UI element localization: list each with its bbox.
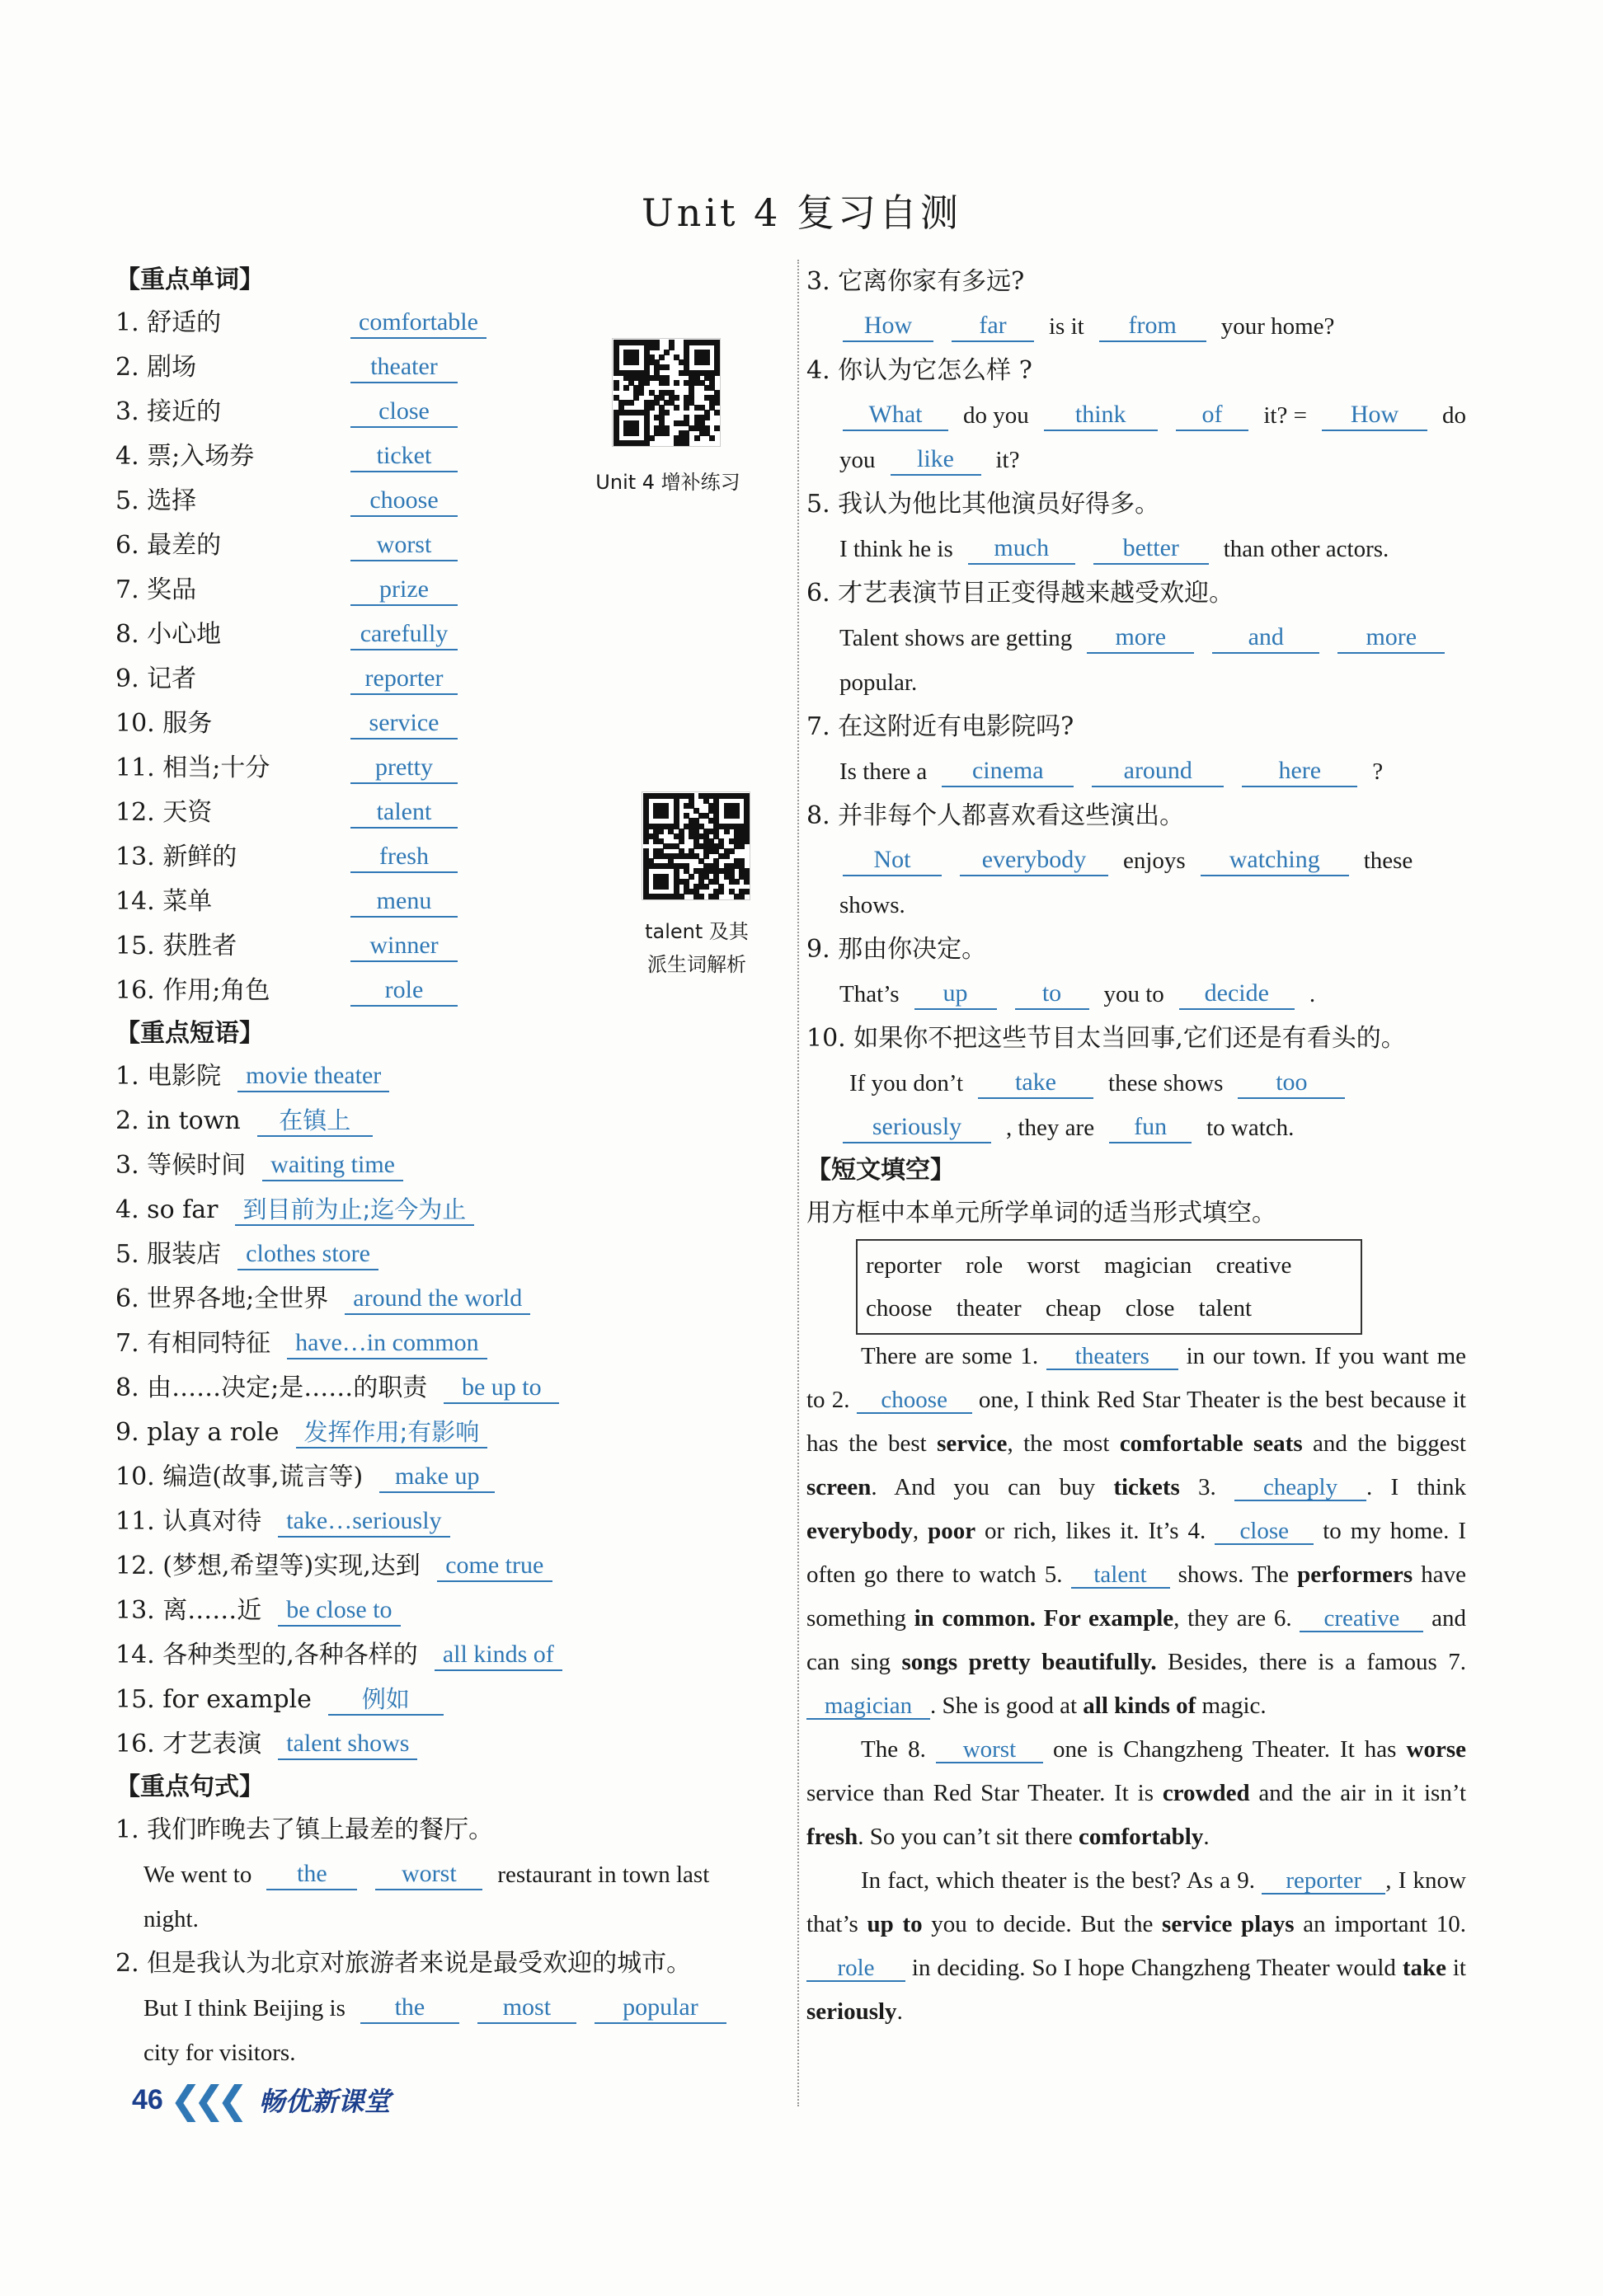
answer-blank: more — [1087, 622, 1194, 654]
word-box-line: choose theater cheap close talent — [866, 1295, 1253, 1322]
phrase-prompt: 15. for example — [115, 1685, 312, 1714]
sentence-1-en-cont — [115, 1897, 792, 1942]
phrase-prompt: 3. 等候时间 — [115, 1151, 247, 1180]
text: your home? — [1220, 313, 1335, 340]
answer-blank: close — [350, 397, 458, 428]
phrase-prompt: 8. 由……决定;是……的职责 — [115, 1373, 428, 1402]
answer-blank: watching — [1201, 845, 1349, 876]
answer-blank: reporter — [1262, 1868, 1385, 1895]
word-prompt: 1. 舒适的 — [115, 308, 222, 337]
text: enjoys — [1123, 848, 1186, 874]
answer-blank: the — [360, 1993, 459, 2024]
word-prompt: 6. 最差的 — [115, 531, 222, 560]
sentence-6-en-cont — [806, 660, 1466, 705]
answer-blank: think — [1044, 400, 1158, 431]
section-title-sentences: 【重点句式】 — [115, 1772, 264, 1801]
answer-blank: comfortable — [350, 308, 487, 339]
word-box-line: reporter role worst magician creative — [866, 1252, 1292, 1279]
qr-code-icon[interactable] — [642, 791, 750, 900]
page-number: 46 — [132, 2083, 163, 2115]
sentence-9-cn: 9. 那由你决定。 — [806, 935, 987, 964]
word-prompt: 3. 接近的 — [115, 397, 222, 426]
qr-module — [674, 380, 679, 386]
word-row — [115, 657, 792, 702]
qr-module — [613, 385, 619, 391]
qr-module — [724, 829, 730, 834]
answer-blank: popular — [595, 1993, 726, 2024]
answer-blank: fun — [1109, 1112, 1192, 1143]
answer-blank: 在镇上 — [257, 1106, 373, 1137]
word-row — [115, 613, 792, 657]
answer-blank: ticket — [350, 441, 458, 472]
sentence-8-en-cont — [806, 883, 1466, 927]
answer-blank: creative — [1300, 1606, 1423, 1632]
word-prompt: 7. 奖品 — [115, 575, 197, 604]
word-prompt: 5. 选择 — [115, 486, 197, 515]
qr-module — [644, 440, 650, 446]
phrase-row — [115, 1722, 792, 1767]
answer-blank: menu — [350, 886, 458, 918]
answer-blank: worst — [375, 1859, 482, 1890]
sentence-8-en — [806, 838, 1466, 883]
phrase-row — [115, 1455, 792, 1500]
qr-module — [649, 435, 655, 441]
answer-blank: like — [891, 444, 981, 476]
qr-module — [689, 874, 694, 880]
text: city for visitors. — [143, 2040, 296, 2066]
answer-blank: take…seriously — [278, 1506, 449, 1538]
answer-blank: How — [1322, 400, 1427, 431]
qr-module — [638, 390, 644, 396]
qr-module — [709, 435, 715, 441]
text: you to — [1103, 981, 1164, 1007]
answer-blank: worst — [936, 1737, 1043, 1763]
text: night. — [143, 1906, 199, 1932]
text: you — [839, 447, 876, 473]
sentence-10-en-cont — [806, 1106, 1466, 1150]
phrase-row — [115, 1054, 792, 1099]
answer-blank: have…in common — [287, 1328, 487, 1359]
answer-blank: cheaply — [1234, 1475, 1366, 1501]
answer-blank: take — [978, 1068, 1093, 1099]
qr-module — [703, 853, 709, 859]
sentence-2-cn: 2. 但是我认为北京对旅游者来说是最受欢迎的城市。 — [115, 1949, 692, 1978]
answer-blank: role — [806, 1956, 905, 1982]
cloze-passage: There are some 1. theaters in our town. If you want me to 2. choose one, I think Red Star Theater is the best because it has the best service, the most comfortable seats and the biggest screen. And you can buy tickets 3. cheaply . I think everybody, poor or rich, likes it. It’s 4. close to my home. I often go there to watch 5. talent shows. The performers have something in common. For example, they are 6. creative and can sing songs pretty beautifully. Besides, there is a famous 7. magician . She is good at all kinds of magic. The 8. worst one is Changzheng Theater. It has worse service than Red Star Theater. It is crowded and the air in it isn’t fresh. So you can’t sit there comfortably. In fact, which theater is the best? As a 9. reporter , I know that’s up to you to decide. But the service plays an important 10. role in deciding. So I hope Changzheng Theater would take it seriously. — [806, 1343, 1467, 2025]
answer-blank: winner — [350, 931, 458, 962]
sentence-8-cn: 8. 并非每个人都喜欢看这些演出。 — [806, 801, 1185, 830]
answer-blank: talent — [1071, 1562, 1170, 1589]
qr-module — [704, 415, 710, 420]
phrase-row — [115, 1411, 792, 1455]
qr-module — [713, 894, 719, 899]
sentence-9-en — [806, 972, 1466, 1017]
answer-blank: movie theater — [237, 1061, 389, 1092]
page-title: Unit 4 复习自测 — [641, 190, 962, 235]
brand-name: 畅优新课堂 — [258, 2086, 391, 2117]
qr-module — [664, 410, 670, 416]
qr-module — [684, 405, 689, 411]
qr-caption: Unit 4 增补练习 — [595, 471, 740, 494]
qr-module — [694, 435, 700, 441]
answer-blank: from — [1099, 311, 1206, 342]
phrase-row — [115, 1322, 792, 1366]
phrase-row — [115, 1099, 792, 1143]
qr-module — [718, 889, 724, 894]
qr-module — [674, 405, 679, 411]
text: Talent shows are getting — [839, 625, 1073, 651]
qr-module — [663, 813, 669, 819]
sentence-5-cn: 5. 我认为他比其他演员好得多。 — [806, 490, 1160, 519]
section-title-cloze: 【短文填空】 — [806, 1156, 955, 1185]
qr-module — [664, 364, 670, 370]
word-prompt: 14. 菜单 — [115, 887, 213, 916]
word-prompt: 10. 服务 — [115, 709, 213, 738]
sentence-1-en — [115, 1852, 792, 1897]
sentence-10-cn: 10. 如果你不把这些节目太当回事,它们还是有看头的。 — [806, 1024, 1406, 1053]
answer-blank: come true — [437, 1551, 552, 1582]
qr-module — [628, 400, 634, 406]
answer-blank: pretty — [350, 753, 458, 784]
sentence-3-cn: 3. 它离你家有多远? — [806, 267, 1025, 296]
qr-module — [658, 829, 664, 834]
sentence-4-en — [806, 393, 1466, 438]
answer-blank: choose — [857, 1387, 972, 1414]
sentence-5-en — [806, 527, 1466, 571]
answer-blank: much — [968, 533, 1075, 565]
phrase-row — [115, 1544, 792, 1589]
answer-blank: talent — [350, 797, 458, 829]
sentence-7-en — [806, 749, 1466, 794]
text: That’s — [839, 981, 900, 1007]
text: If you don’t — [849, 1070, 964, 1096]
phrase-prompt: 11. 认真对待 — [115, 1507, 262, 1536]
text: these — [1363, 848, 1413, 874]
phrase-row — [115, 1589, 792, 1633]
text: ? — [1372, 758, 1384, 785]
phrase-row — [115, 1500, 792, 1544]
sentence-4-cn: 4. 你认为它怎么样 ? — [806, 356, 1032, 385]
qr-module — [664, 350, 670, 355]
answer-blank: 例如 — [328, 1684, 444, 1716]
phrase-prompt: 1. 电影院 — [115, 1062, 222, 1091]
word-row — [115, 702, 792, 746]
sentence-6-cn: 6. 才艺表演节目正变得越来越受欢迎。 — [806, 579, 1234, 608]
answer-blank: decide — [1179, 979, 1295, 1010]
answer-blank: all kinds of — [435, 1640, 562, 1671]
qr-module — [659, 354, 665, 360]
answer-blank: around — [1092, 756, 1224, 787]
text: Is there a — [839, 758, 928, 785]
qr-module — [703, 884, 709, 890]
qr-module — [654, 345, 660, 350]
answer-blank: How — [843, 311, 933, 342]
phrase-prompt: 9. play a role — [115, 1418, 280, 1447]
text: do — [1442, 402, 1466, 429]
qr-module — [704, 359, 710, 365]
text: We went to — [143, 1862, 252, 1888]
qr-module — [674, 395, 679, 401]
text: . — [1309, 981, 1316, 1007]
text: than other actors. — [1223, 536, 1389, 562]
answer-blank: far — [952, 311, 1034, 342]
word-row — [115, 568, 792, 613]
qr-module — [744, 879, 750, 885]
answer-blank: be close to — [278, 1595, 400, 1627]
word-box — [856, 1239, 1362, 1335]
answer-blank: most — [477, 1993, 576, 2024]
qr-module — [643, 838, 649, 844]
sentence-10-en — [806, 1061, 1466, 1106]
answer-blank: and — [1212, 622, 1319, 654]
answer-blank: clothes store — [237, 1239, 378, 1270]
text: But I think Beijing is — [143, 1995, 346, 2021]
qr-module — [644, 380, 650, 386]
word-prompt: 12. 天资 — [115, 798, 213, 827]
phrase-row — [115, 1143, 792, 1188]
qr-module — [714, 425, 720, 431]
qr-module — [623, 385, 629, 391]
qr-module — [744, 838, 750, 844]
cloze-instruction: 用方框中本单元所学单词的适当形式填空。 — [806, 1199, 1276, 1228]
qr-module — [663, 884, 669, 890]
text: these shows — [1108, 1070, 1224, 1096]
phrase-row — [115, 1678, 792, 1722]
text: popular. — [839, 669, 918, 696]
section-title-phrases: 【重点短语】 — [115, 1019, 264, 1048]
phrase-prompt: 10. 编造(故事,谎言等) — [115, 1463, 364, 1491]
text: I think he is — [839, 536, 953, 562]
answer-blank: theater — [350, 352, 458, 383]
qr-module — [669, 345, 675, 350]
qr-module — [739, 843, 745, 849]
qr-module — [679, 838, 684, 844]
qr-module — [724, 853, 730, 859]
text: is it — [1049, 313, 1084, 340]
chevrons-left-icon: ❮❮❮ — [169, 2078, 241, 2122]
answer-blank: choose — [350, 486, 458, 517]
text: , they are — [1006, 1115, 1095, 1141]
text: restaurant in town last — [497, 1862, 710, 1888]
word-prompt: 11. 相当;十分 — [115, 754, 270, 782]
word-box-wrap — [806, 1236, 1466, 1335]
text: it? = — [1263, 402, 1307, 429]
qr-module — [714, 410, 720, 416]
word-prompt: 8. 小心地 — [115, 620, 222, 649]
sentence-7-cn: 7. 在这附近有电影院吗? — [806, 712, 1074, 741]
sentence-2-en — [115, 1986, 792, 2031]
qr-module — [714, 370, 720, 376]
word-row — [115, 524, 792, 568]
text: to watch. — [1206, 1115, 1295, 1141]
answer-blank: more — [1337, 622, 1445, 654]
qr-module — [633, 430, 639, 436]
answer-blank: waiting time — [262, 1150, 403, 1181]
word-row — [115, 746, 792, 791]
answer-blank: close — [1215, 1519, 1314, 1545]
answer-blank: too — [1238, 1068, 1345, 1099]
qr-caption: 派生词解析 — [647, 953, 746, 976]
section-title-words: 【重点单词】 — [115, 265, 264, 294]
sentence-6-en — [806, 616, 1466, 660]
answer-blank: be up to — [444, 1373, 559, 1404]
answer-blank: fresh — [350, 842, 458, 873]
answer-blank: service — [350, 708, 458, 740]
phrase-prompt: 4. so far — [115, 1195, 219, 1224]
answer-blank: talent shows — [278, 1729, 417, 1760]
answer-blank: everybody — [960, 845, 1108, 876]
phrase-prompt: 5. 服装店 — [115, 1240, 222, 1269]
qr-module — [739, 894, 745, 899]
qr-module — [729, 848, 735, 854]
left-column — [115, 260, 792, 2075]
answer-blank: 发挥作用;有影响 — [296, 1417, 488, 1448]
answer-blank: prize — [350, 575, 458, 606]
word-prompt: 2. 剧场 — [115, 353, 197, 382]
qr-module — [698, 894, 704, 899]
page-footer — [132, 2078, 390, 2122]
qr-module — [649, 405, 655, 411]
answer-blank: reporter — [350, 664, 458, 695]
qr-module — [679, 894, 684, 899]
sentence-4-en-cont — [806, 438, 1466, 482]
phrase-prompt: 2. in town — [115, 1106, 241, 1135]
phrase-prompt: 14. 各种类型的,各种各样的 — [115, 1641, 418, 1669]
answer-blank: better — [1093, 533, 1209, 565]
answer-blank: the — [266, 1859, 357, 1890]
answer-blank: 到目前为止;迄今为止 — [235, 1195, 475, 1226]
answer-blank: role — [350, 975, 458, 1007]
phrase-prompt: 7. 有相同特征 — [115, 1329, 271, 1358]
qr-module — [633, 395, 639, 401]
qr-module — [734, 879, 740, 885]
answer-blank: Not — [843, 845, 942, 876]
text: do you — [963, 402, 1029, 429]
answer-blank: make up — [379, 1462, 495, 1493]
answer-blank: magician — [806, 1693, 930, 1720]
answer-blank: cinema — [942, 756, 1074, 787]
phrase-list — [115, 1054, 792, 1767]
qr-module — [744, 889, 750, 894]
word-prompt: 9. 记者 — [115, 664, 197, 693]
qr-module — [684, 440, 689, 446]
answer-blank: What — [843, 400, 948, 431]
qr-module — [633, 359, 639, 365]
column-divider — [797, 260, 799, 2106]
phrase-prompt: 13. 离……近 — [115, 1596, 262, 1625]
qr-module — [714, 400, 720, 406]
qr-module — [734, 813, 740, 819]
phrase-prompt: 12. (梦想,希望等)实现,达到 — [115, 1552, 421, 1580]
answer-blank: carefully — [350, 619, 458, 650]
phrase-prompt: 16. 才艺表演 — [115, 1730, 262, 1758]
answer-blank: up — [914, 979, 997, 1010]
answer-blank: seriously — [843, 1112, 991, 1143]
answer-blank: here — [1242, 756, 1357, 787]
right-column — [806, 260, 1466, 2034]
answer-blank: theaters — [1046, 1344, 1178, 1370]
sentence-1-cn: 1. 我们昨晚去了镇上最差的餐厅。 — [115, 1815, 494, 1844]
phrase-row — [115, 1633, 792, 1678]
answer-blank: worst — [350, 530, 458, 561]
answer-blank: to — [1015, 979, 1089, 1010]
answer-blank: around the world — [345, 1284, 530, 1315]
sentence-3-en — [806, 304, 1466, 349]
word-prompt: 16. 作用;角色 — [115, 976, 270, 1005]
text: it? — [995, 447, 1020, 473]
answer-blank: of — [1176, 400, 1249, 431]
qr-code-icon[interactable] — [612, 338, 721, 447]
phrase-prompt: 6. 世界各地;全世界 — [115, 1284, 329, 1313]
word-prompt: 13. 新鲜的 — [115, 843, 237, 871]
text: shows. — [839, 892, 905, 918]
word-prompt: 4. 票;入场券 — [115, 442, 255, 471]
phrase-row — [115, 1277, 792, 1322]
qr-module — [664, 430, 670, 436]
phrase-row — [115, 1188, 792, 1233]
qr-module — [664, 380, 670, 386]
sentence-2-en-cont — [115, 2031, 792, 2075]
phrase-row — [115, 1233, 792, 1277]
phrase-row — [115, 1366, 792, 1411]
qr-caption: talent 及其 — [645, 920, 749, 943]
word-prompt: 15. 获胜者 — [115, 932, 237, 960]
